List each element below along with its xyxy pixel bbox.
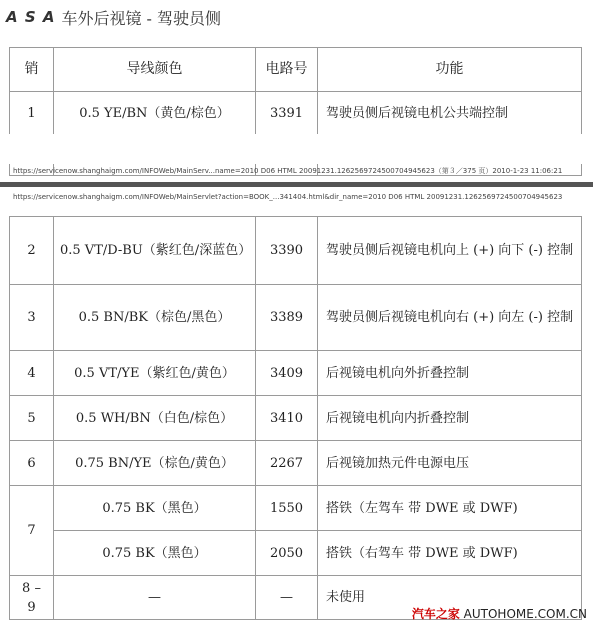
function-cell: 后视镜电机向外折叠控制	[318, 351, 582, 396]
circuit-cell: 2050	[256, 531, 318, 576]
table-row	[10, 441, 582, 486]
circuit-cell: —	[256, 576, 318, 620]
pin-cell: 3	[10, 285, 54, 351]
document-title: 车外后视镜 - 驾驶员侧	[61, 8, 222, 28]
function-cell: 后视镜加热元件电源电压	[318, 441, 582, 486]
table-row	[10, 92, 582, 136]
header-circuit: 电路号	[256, 48, 318, 92]
color-cell: 0.75 BN/YE（棕色/黄色）	[54, 441, 256, 486]
function-cell: 驾驶员侧后视镜电机公共端控制	[318, 92, 582, 136]
color-cell: 0.75 BK（黑色）	[54, 486, 256, 531]
color-cell: —	[54, 576, 256, 620]
color-cell: 0.5 VT/D-BU（紫红色/深蓝色）	[54, 217, 256, 285]
page-footer-url: https://servicenow.shanghaigm.com/INFOWeb/MainServ...name=2010 D06 HTML 20091231.1262569724500704945623（第３／375 页）2010-1-23 11:06:21	[13, 167, 563, 175]
circuit-cell: 2267	[256, 441, 318, 486]
function-cell: 搭铁（左驾车 带 DWE 或 DWF)	[318, 486, 582, 531]
pin-cell: 6	[10, 441, 54, 486]
color-cell: 0.5 YE/BN（黄色/棕色）	[54, 92, 256, 136]
watermark-site: AUTOHOME.COM.CN	[463, 607, 587, 621]
pin-cell: 8 – 9	[10, 576, 54, 620]
color-cell: 0.5 VT/YE（紫红色/黄色）	[54, 351, 256, 396]
header-wire-color: 导线颜色	[54, 48, 256, 92]
circuit-cell: 3409	[256, 351, 318, 396]
function-cell: 搭铁（右驾车 带 DWE 或 DWF)	[318, 531, 582, 576]
color-cell: 0.75 BK（黑色）	[54, 531, 256, 576]
function-cell: 后视镜电机向内折叠控制	[318, 396, 582, 441]
table-row	[10, 285, 582, 351]
pin-cell: 2	[10, 217, 54, 285]
pin-cell: 7	[10, 486, 54, 576]
table-row	[10, 396, 582, 441]
watermark-brand: 汽车之家	[411, 607, 460, 621]
circuit-cell: 3389	[256, 285, 318, 351]
table-row	[10, 486, 582, 531]
page-title	[6, 4, 221, 30]
header-pin: 销	[10, 48, 54, 92]
pin-cell: 4	[10, 351, 54, 396]
pin-cell: 1	[10, 92, 54, 136]
watermark	[412, 605, 587, 622]
circuit-cell: 3390	[256, 217, 318, 285]
asa-logo: A S A	[6, 8, 56, 26]
table-row	[10, 531, 582, 576]
function-cell: 未使用	[318, 576, 582, 620]
page-header-url: https://servicenow.shanghaigm.com/INFOWeb/MainServlet?action=BOOK_...341404.html&dir_name=2010 D06 HTML 20091231.1262569724500704945623	[13, 193, 563, 201]
header-function: 功能	[318, 48, 582, 92]
function-cell: 驾驶员侧后视镜电机向上 (+) 向下 (-) 控制	[318, 217, 582, 285]
table-row	[10, 217, 582, 285]
page-break-gap	[9, 134, 583, 164]
pinout-table-part-2	[9, 216, 582, 620]
color-cell: 0.5 BN/BK（棕色/黑色）	[54, 285, 256, 351]
function-cell: 驾驶员侧后视镜电机向右 (+) 向左 (-) 控制	[318, 285, 582, 351]
color-cell: 0.5 WH/BN（白色/棕色）	[54, 396, 256, 441]
page-separator	[0, 182, 593, 187]
circuit-cell: 3391	[256, 92, 318, 136]
table-row	[10, 351, 582, 396]
circuit-cell: 1550	[256, 486, 318, 531]
pin-cell: 5	[10, 396, 54, 441]
circuit-cell: 3410	[256, 396, 318, 441]
